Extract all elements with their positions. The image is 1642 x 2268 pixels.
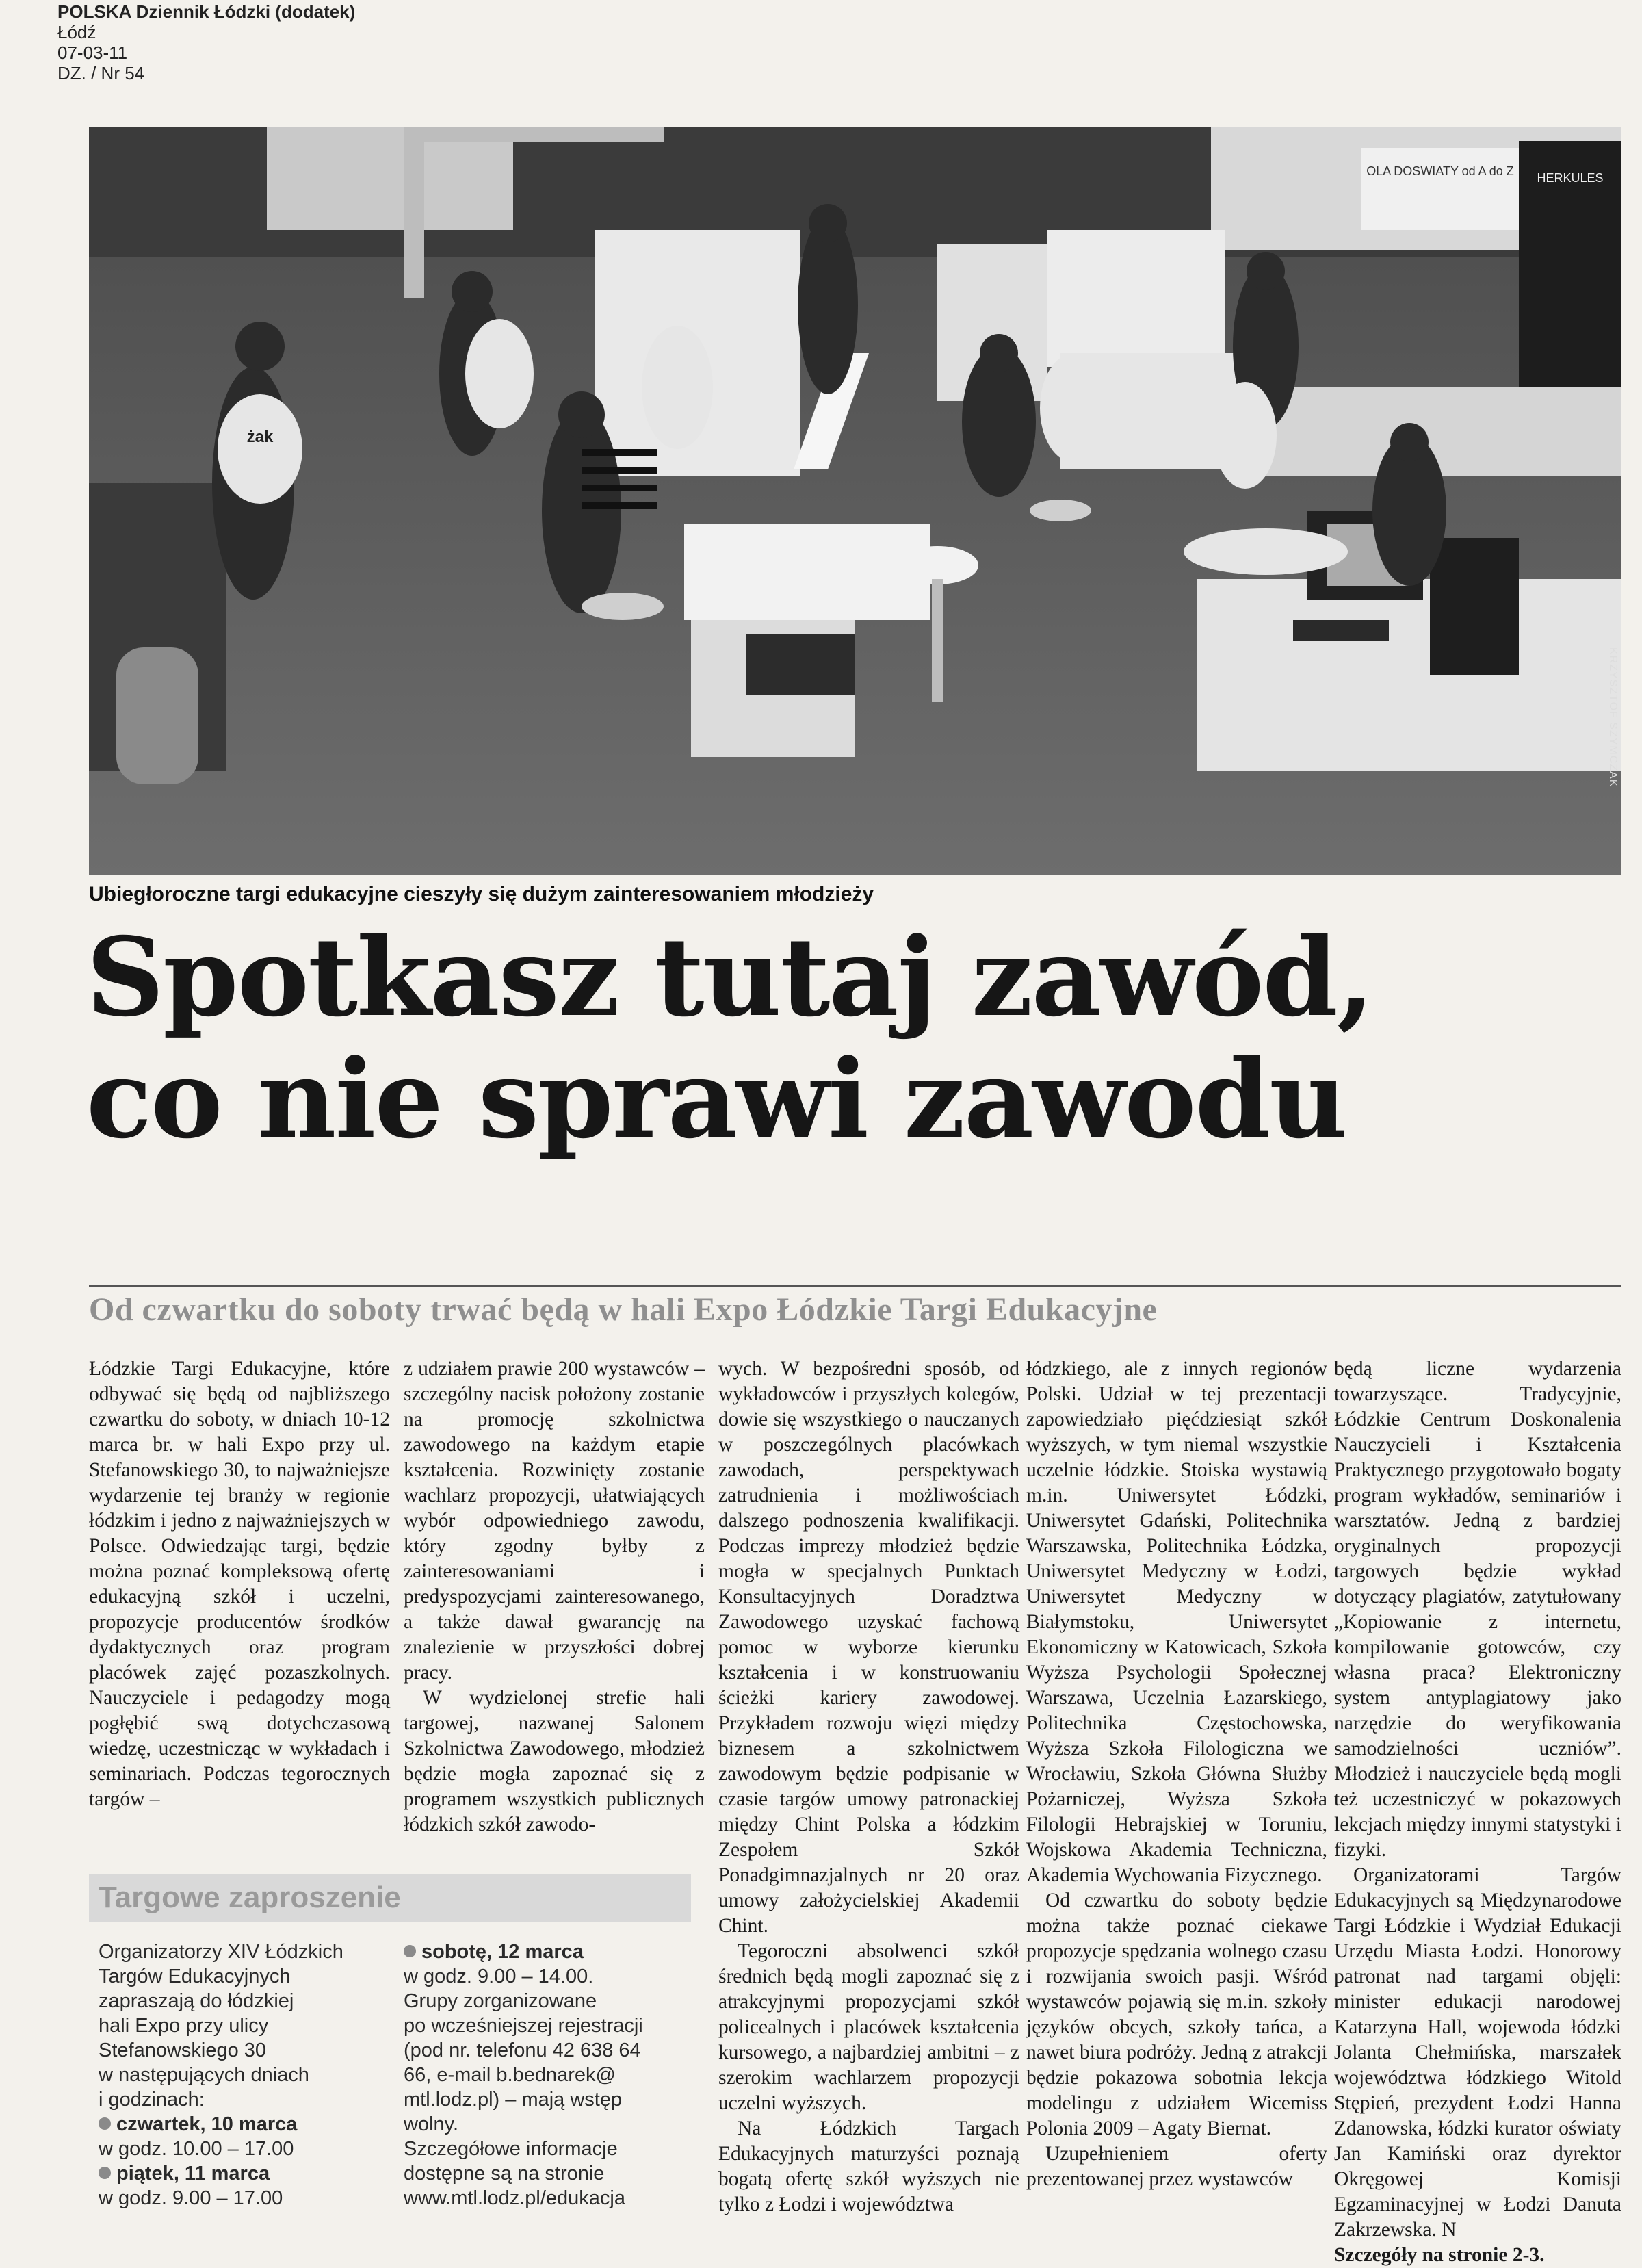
invitation-box-title: Targowe zaproszenie: [89, 1874, 691, 1922]
invitation-intro-line: Stefanowskiego 30: [99, 2039, 267, 2061]
saturday-line: (pod nr. telefonu 42 638 64: [404, 2039, 641, 2061]
divider-rule: [89, 1285, 1621, 1287]
saturday-entry: sobotę, 12 marca: [404, 1940, 643, 1964]
article-column-1: [89, 1356, 390, 1812]
column-3-paragraph: Na Łódzkich Targach Edukacyjnych maturzyści poznają bogatą ofertę szkół wyższych nie tylko z Łodzi i województwa: [718, 2117, 1019, 2215]
saturday-line: w godz. 9.00 – 14.00.: [404, 1966, 594, 1987]
shirt-logo-text: żak: [246, 428, 274, 446]
column-1-paragraph: Łódzkie Targi Edukacyjne, które odbywać się będą od najbliższego czwartku do soboty, w dniach 10-12 marca br. w hali Expo przy ul. Stefanowskiego 30, to najważniejsze wydarzenie tej branży w regionie łódzkim i jedno z najważniejszych w Polsce. Odwiedzając targi, będzie można poznać kompleksową ofertę edukacyjną szkół i uczelni, propozycje producentów środków dydaktycznych oraz program placówek zajęć pozaszkolnych. Nauczyciele i pedagodzy mogą pogłębić swą dotychczasową wiedzę, uczestnicząc w wykładach i seminariach. Podczas tegorocznych targów –: [89, 1358, 390, 1810]
saturday-line: Szczegółowe informacje: [404, 2138, 618, 2160]
article-headline: [86, 914, 1626, 1163]
source-header: [57, 1, 536, 83]
column-3-paragraph: wych. W bezpośredni sposób, od wykładowców i przyszłych kolegów, dowie się wszystkiego o nauczanych w poszczególnych placówkach zawodach, perspektywach zatrudnienia i możliwościach dalszego podnoszenia kwalifikacji. Podczas imprezy młodzież będzie mogła w specjalnych Punktach Konsultacyjnych Doradztwa Zawodowego uzyskać fachową pomoc w wyborze kierunku kształcenia i w konstruowaniu ścieżki kariery zawodowej. Przykładem rozwoju więzi między biznesem a szkolnictwem zawodowym będzie podpisanie w czasie targów umowy patronackiej między Chint Polska a łódzkim Zespołem Szkół Ponadgimnazjalnych nr 20 oraz umowy założycielskiej Akademii Chint.: [718, 1358, 1019, 1937]
column-3-paragraph: Tegoroczni absolwenci szkół średnich będą mogli zapoznać się z atrakcyjnymi propozycjami szkół policealnych i placówek kształcenia kursowego, a najbardziej ambitni – z szerokim wachlarzem propozycji uczelni wyższych.: [718, 1940, 1019, 2114]
saturday-line: wolny.: [404, 2113, 459, 2135]
publication-name: POLSKA Dziennik Łódzki (dodatek): [57, 1, 356, 22]
photo-caption: Ubiegłoroczne targi edukacyjne cieszyły się dużym zainteresowaniem młodzieży: [89, 883, 874, 905]
thursday-hours: w godz. 10.00 – 17.00: [99, 2138, 294, 2160]
friday-hours: w godz. 9.00 – 17.00: [99, 2187, 283, 2209]
photo-credit: KRZYSZTOF SZYMCZAK: [1607, 647, 1619, 788]
publication-edition: DZ. / Nr 54: [57, 63, 145, 83]
article-subheadline: Od czwartku do soboty trwać będą w hali Expo Łódzkie Targi Edukacyjne: [89, 1291, 1158, 1328]
column-5-paragraph: Organizatorami Targów Edukacyjnych są Międzynarodowe Targi Łódzkie i Wydział Edukacji Urzędu Miasta Łodzi. Honorowy patronat nad targami objęli: minister edukacji narodowej Katarzyna Hall, wojewoda łódzki Jolanta Chełmińska, marszałek województwa łódzkiego Witold Stępień, prezydent Łodzi Hanna Zdanowska, łódzki kurator oświaty Jan Kamiński oraz dyrektor Okręgowej Komisji Egzaminacyjnej w Łodzi Danuta Zakrzewska. N: [1334, 1864, 1621, 2241]
invitation-intro-line: i godzinach:: [99, 2089, 205, 2111]
article-column-5: [1334, 1356, 1621, 2268]
invitation-intro-line: w następujących dniach: [99, 2064, 309, 2086]
column-4-paragraph: Uzupełnieniem oferty prezentowanej przez wystawców: [1026, 2143, 1327, 2190]
invitation-box: [89, 1874, 691, 2246]
column-2-paragraph: z udziałem prawie 200 wystawców – szczególny nacisk położony zostanie na promocję szkolnictwa zawodowego na każdym etapie kształcenia. Rozwinięty zostanie wachlarz propozycji, ułatwiających wybór odpowiedniego zawodu, który zgodny byłby z zainteresowaniami i predyspozycjami zainteresowanego, a także dawał gwarancję na znalezienie w przyszłości dobrej pracy.: [404, 1358, 705, 1684]
article-column-4: [1026, 1356, 1327, 2192]
headline-line-2: co nie sprawi zawodu: [86, 1036, 1346, 1163]
invitation-right-column: [404, 1940, 643, 2211]
invitation-intro-line: Organizatorzy XIV Łódzkich: [99, 1941, 343, 1963]
invitation-intro-line: hali Expo przy ulicy: [99, 2015, 269, 2037]
booth-sign-text: HERKULES: [1537, 171, 1604, 185]
article-column-2: [404, 1356, 705, 1838]
column-4-paragraph: łódzkiego, ale z innych regionów Polski. Udział w tej prezentacji zapowiedziało pięćdziesiąt szkół wyższych, w tym niemal wszystkie uczelnie łódzkie. Stoiska wystawią m.in. Uniwersytet Łódzki, Uniwersytet Gdański, Politechnika Warszawska, Politechnika Łódzka, Uniwersytet Medyczny w Łodzi, Uniwersytet Medyczny w Białymstoku, Uniwersytet Ekonomiczny w Katowicach, Szkoła Wyższa Psychologii Społecznej Warszawa, Uczelnia Łazarskiego, Politechnika Częstochowska, Wyższa Szkoła Filologiczna we Wrocławiu, Szkoła Główna Służby Pożarniczej, Wyższa Szkoła Filologii Hebrajskiej w Toruniu, Wojskowa Akademia Techniczna, Akademia Wychowania Fizycznego.: [1026, 1358, 1327, 1886]
publication-date: 07-03-11: [57, 42, 128, 63]
invitation-left-column: [99, 1940, 343, 2211]
bullet-icon: [404, 1945, 416, 1957]
see-more-reference: Szczegóły na stronie 2-3.: [1334, 2244, 1545, 2266]
headline-line-1: Spotkasz tutaj zawód,: [86, 914, 1373, 1041]
invitation-intro-line: Targów Edukacyjnych: [99, 1966, 291, 1987]
column-5-paragraph: będą liczne wydarzenia towarzyszące. Tradycyjnie, Łódzkie Centrum Doskonalenia Nauczycieli i Kształcenia Praktycznego przygotowało bogaty program wykładów, seminariów i warsztatów. Jedną z bardziej oryginalnych propozycji targowych będzie wykład dotyczący plagiatów, zatytułowany „Kopiowanie z internetu, kompilowanie gotowców, czy własna praca? Elektroniczny system antyplagiatowy jako narzędzie do weryfikowania samodzielności uczniów”. Młodzież i nauczyciele będą mogli też uczestniczyć w pokazowych lekcjach między innymi statystyki i fizyki.: [1334, 1358, 1621, 1861]
bullet-icon: [99, 2117, 111, 2130]
thursday-entry: czwartek, 10 marca: [99, 2112, 343, 2137]
saturday-line: po wcześniejszej rejestracji: [404, 2015, 643, 2037]
article-photo: [89, 127, 1621, 875]
saturday-line: 66, e-mail b.bednarek@: [404, 2064, 616, 2086]
article-column-3: [718, 1356, 1019, 2246]
saturday-line: Grupy zorganizowane: [404, 1990, 597, 2012]
invitation-intro-line: zapraszają do łódzkiej: [99, 1990, 294, 2012]
publication-city: Łódź: [57, 22, 96, 42]
friday-entry: piątek, 11 marca: [99, 2161, 343, 2186]
website-link[interactable]: www.mtl.lodz.pl/edukacja: [404, 2187, 625, 2209]
bullet-icon: [99, 2167, 111, 2179]
photo-scene: [89, 127, 1621, 875]
saturday-line: dostępne są na stronie: [404, 2163, 605, 2185]
saturday-line: mtl.lodz.pl) – mają wstęp: [404, 2089, 623, 2111]
booth-banner-text: OLA DOSWIATY od A do Z: [1366, 164, 1514, 178]
column-2-paragraph: W wydzielonej strefie hali targowej, nazwanej Salonem Szkolnictwa Zawodowego, młodzież będzie mogła zapoznać się z programem wszystkich publicznych łódzkich szkół zawodo-: [404, 1687, 705, 1835]
column-4-paragraph: Od czwartku do soboty będzie można także poznać ciekawe propozycje spędzania wolnego czasu i rozwijania swoich pasji. Wśród wystawców pojawią się m.in. szkoły języków obcych, szkoły tańca, a nawet biura podróży. Jedną z atrakcji będzie pokazowa sobotnia lekcja modelingu z udziałem Wicemiss Polonia 2009 – Agaty Biernat.: [1026, 1890, 1327, 2139]
